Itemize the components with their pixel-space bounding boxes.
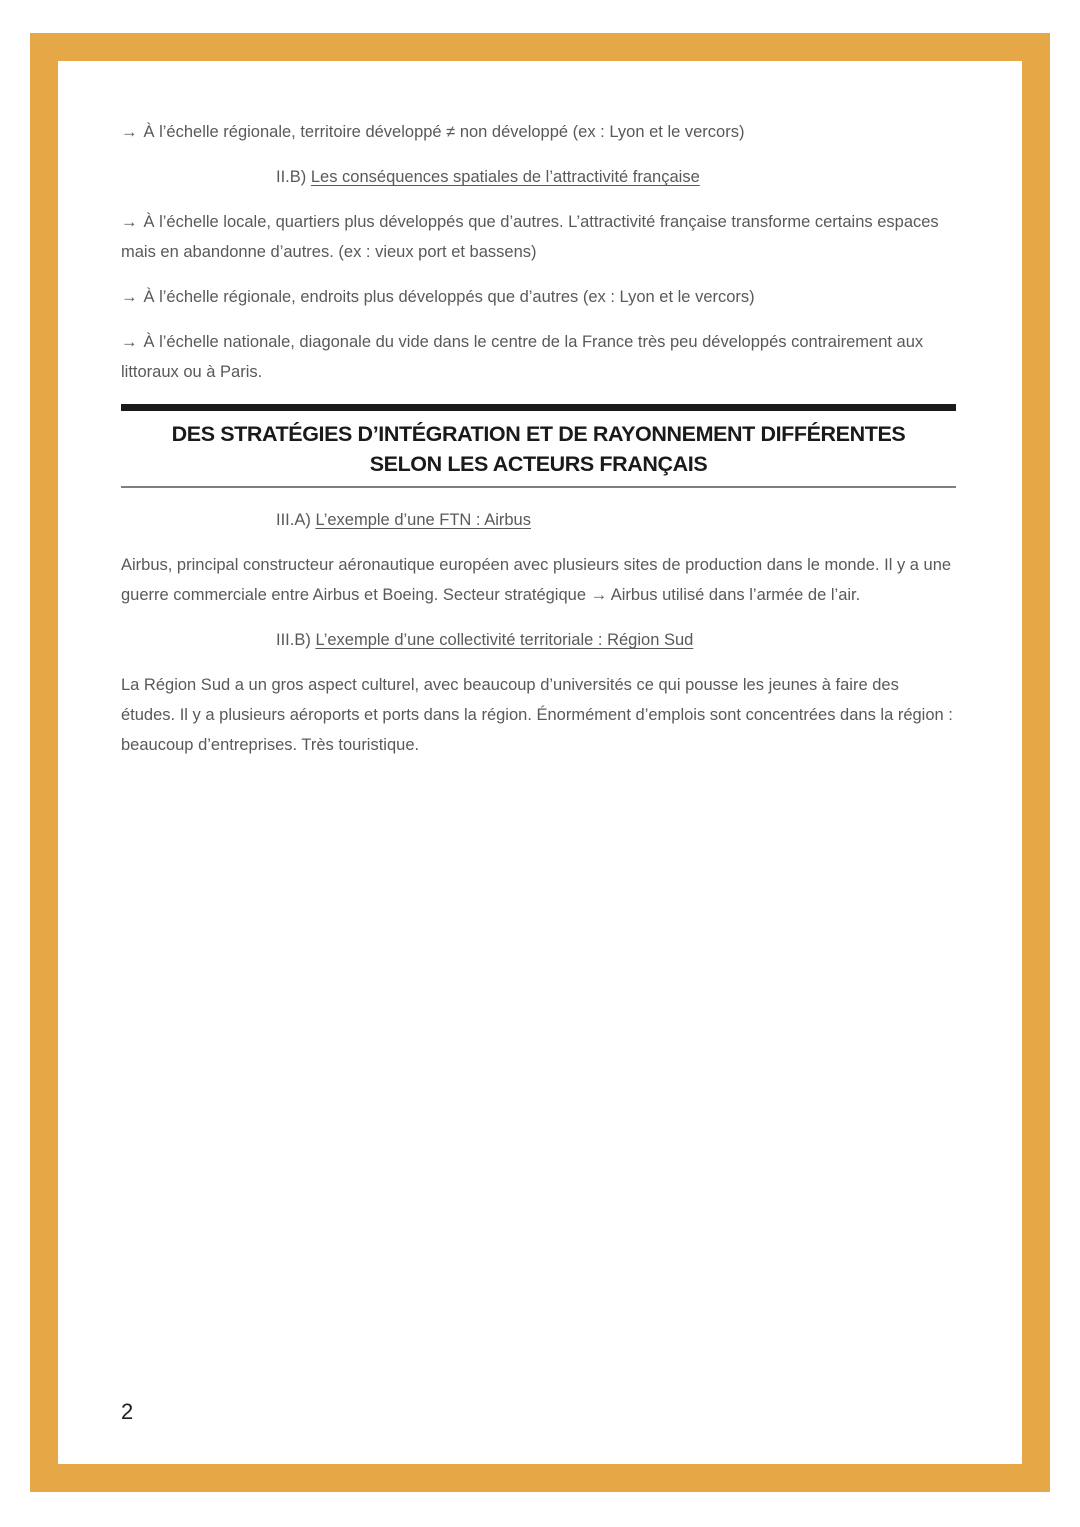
- section-title-underlined: L’exemple d’une collectivité territoriale : Région Sud: [315, 631, 694, 649]
- section-title-underlined: L’exemple d’une FTN : Airbus: [315, 511, 531, 529]
- notes-page-content: [58, 61, 1022, 1464]
- arrow-icon: →: [121, 123, 138, 141]
- chapter-title-line-2: SELON LES ACTEURS FRANÇAIS: [369, 452, 708, 476]
- chapter-divider-bottom: [121, 486, 956, 488]
- section-label: II.B): [276, 168, 307, 186]
- arrow-icon: →: [121, 288, 138, 306]
- bullet-paragraph-nationale: [121, 327, 956, 387]
- section-title-underlined: Les conséquences spatiales de l’attractivité française: [310, 168, 700, 186]
- chapter-title: [121, 419, 956, 486]
- page-number: 2: [121, 1399, 134, 1424]
- chapter-title-line-1: DES STRATÉGIES D’INTÉGRATION ET DE RAYONNEMENT DIFFÉRENTES: [171, 422, 906, 446]
- bullet-text: À l’échelle régionale, territoire développé ≠ non développé (ex : Lyon et le vercors): [143, 123, 745, 141]
- section-label: III.A): [276, 511, 311, 529]
- bullet-paragraph-regionale-1: [121, 117, 956, 147]
- chapter-divider-top: [121, 404, 956, 411]
- bullet-text: À l’échelle nationale, diagonale du vide dans le centre de la France très peu développés contrairement aux littoraux ou à Paris.: [121, 333, 924, 381]
- bullet-text: À l’échelle locale, quartiers plus développés que d’autres. L’attractivité française transforme certains espaces mais en abandonne d’autres. (ex : vieux port et bassens): [121, 213, 939, 261]
- section-heading-iiia: [121, 505, 956, 535]
- region-sud-paragraph: La Région Sud a un gros aspect culturel, avec beaucoup d’universités ce qui pousse les jeunes à faire des études. Il y a plusieurs aéroports et ports dans la région. Énormément d’emplois sont concentrées dans la région : beaucoup d’entreprises. Très touristique.: [121, 676, 953, 754]
- page-border-frame: [30, 33, 1050, 1492]
- section-heading-iib: [121, 162, 956, 192]
- airbus-paragraph: Airbus, principal constructeur aéronautique européen avec plusieurs sites de production dans le monde. Il y a une guerre commerciale entre Airbus et Boeing. Secteur stratégique → Airbus utilisé dans l’armée de l’air.: [121, 556, 952, 604]
- section-label: III.B): [276, 631, 311, 649]
- arrow-icon: →: [121, 333, 138, 351]
- bullet-paragraph-regionale-2: [121, 282, 956, 312]
- chapter-heading-block: [121, 404, 956, 488]
- section-heading-iiib: [121, 625, 956, 655]
- bullet-paragraph-locale: [121, 207, 956, 267]
- bullet-text: À l’échelle régionale, endroits plus développés que d’autres (ex : Lyon et le vercors): [143, 288, 755, 306]
- arrow-icon: →: [121, 213, 138, 231]
